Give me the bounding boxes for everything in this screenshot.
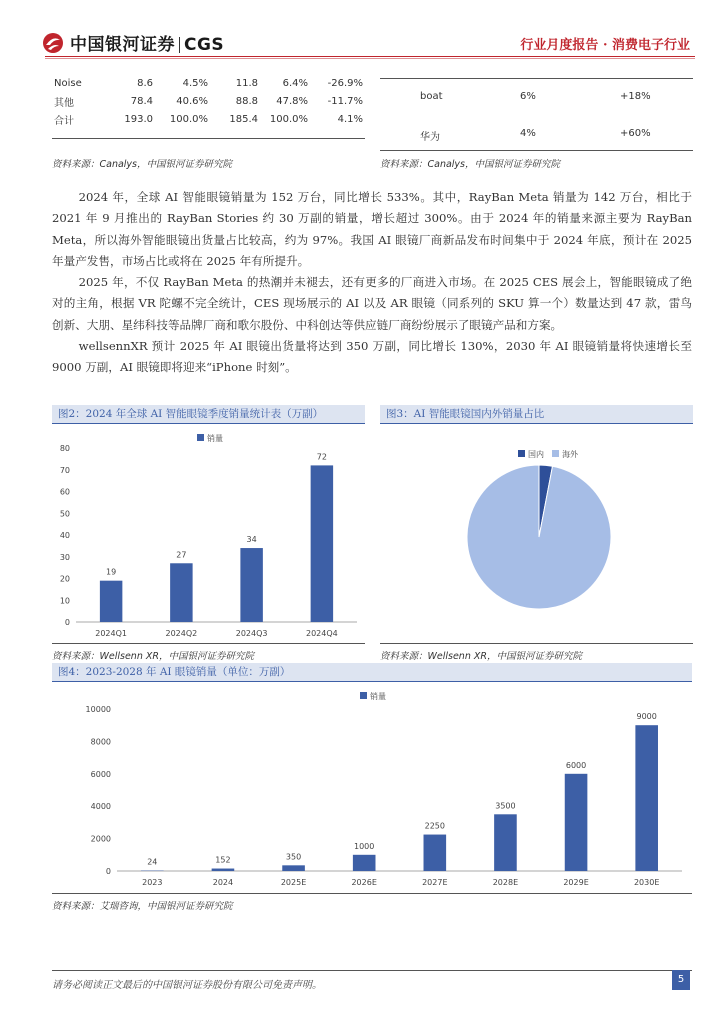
x-tick-label: 2023 bbox=[142, 878, 163, 887]
fig2-source: 资料来源：Wellsenn XR，中国银河证券研究院 bbox=[52, 651, 254, 662]
domestic-overseas-pie-chart bbox=[380, 428, 693, 640]
data-label: 9000 bbox=[636, 712, 657, 722]
fig2-title: 图2：2024 年全球 AI 智能眼镜季度销量统计表（万副） bbox=[52, 405, 365, 423]
market-share-table-right bbox=[380, 91, 693, 109]
x-tick-label: 2028E bbox=[492, 878, 519, 887]
data-label: 1000 bbox=[354, 841, 375, 851]
data-label: 6000 bbox=[565, 760, 587, 770]
y-tick-label: 50 bbox=[59, 509, 70, 519]
table-row: 合计 193.0 100.0% 185.4 100.0% 4.1% bbox=[54, 113, 363, 127]
bar bbox=[170, 563, 192, 622]
x-tick-label: 2024 bbox=[212, 878, 234, 887]
x-tick-label: 2029E bbox=[563, 878, 589, 887]
bar bbox=[100, 581, 122, 622]
bar bbox=[240, 548, 262, 622]
bar bbox=[635, 725, 658, 871]
data-label: 3500 bbox=[495, 801, 516, 811]
legend-swatch bbox=[518, 450, 525, 457]
x-tick-label: 2024Q1 bbox=[95, 629, 127, 638]
paragraph: wellsennXR 预计 2025 年 AI 眼镜出货量将达到 350 万副，同比增长 130%，2030 年 AI 眼镜销量将快速增长至 9000 万副，AI 眼镜即将迎来“iPhone 时刻”。 bbox=[52, 339, 692, 375]
fig4-title: 图4：2023-2028 年 AI 眼镜销量（单位：万副） bbox=[52, 663, 692, 681]
y-tick-label: 2000 bbox=[90, 834, 111, 844]
legend-label: 海外 bbox=[562, 450, 578, 459]
paragraph: 2024 年，全球 AI 智能眼镜销量为 152 万台，同比增长 533%。其中，RayBan Meta 销量为 142 万台，相比于 2021 年 9 月推出的 RayBan Stories 约 30 万副的销量，增长超过 300%。由于 2024 年的销量来源主要为 RayBan Meta，所以海外智能眼镜出货量占比较高，约为 97%。我国 AI 眼镜厂商新品发布时间集中于 2024 年底，预计在 2025 年量产发售，市场占比或将在 2025 年有所提升。 bbox=[52, 190, 692, 268]
legend bbox=[197, 433, 223, 443]
galaxy-logo-icon bbox=[42, 32, 64, 54]
bar bbox=[494, 814, 517, 871]
footer-divider bbox=[52, 970, 692, 971]
bar bbox=[424, 835, 447, 871]
paragraph: 2025 年，不仅 RayBan Meta 的热潮并未褪去，还有更多的厂商进入市场。在 2025 CES 展会上，智能眼镜成了绝对的主角，根据 VR 陀螺不完全统计，CES 现场展示的 AI 以及 AR 眼镜（同系列的 SKU 算一个）数量达到 47 款，雷鸟创新、大朋、星纬科技等品牌厂商和歌尔股份、中科创达等供应链厂商纷纷展示了眼镜产品和方案。 bbox=[52, 275, 692, 332]
x-tick-label: 2024Q4 bbox=[306, 629, 338, 638]
body-text bbox=[52, 187, 692, 379]
table-row: Noise 8.6 4.5% 11.8 6.4% -26.9% bbox=[54, 77, 363, 89]
x-tick-label: 2025E bbox=[280, 878, 307, 887]
y-tick-label: 10 bbox=[59, 596, 70, 606]
x-tick-label: 2024Q2 bbox=[165, 629, 198, 638]
y-tick-label: 4000 bbox=[90, 802, 111, 812]
data-label: 350 bbox=[285, 852, 302, 862]
bar bbox=[565, 774, 588, 871]
legend-label: 国内 bbox=[528, 450, 544, 459]
legend-label: 销量 bbox=[207, 434, 223, 443]
brand-name-en: CGS bbox=[184, 35, 225, 55]
y-tick-label: 6000 bbox=[90, 769, 111, 779]
x-tick-label: 2024Q3 bbox=[235, 629, 268, 638]
data-label: 2250 bbox=[424, 821, 445, 831]
bar bbox=[311, 465, 333, 622]
quarterly-sales-bar-chart bbox=[52, 428, 365, 640]
legend-swatch bbox=[360, 692, 367, 699]
y-tick-label: 8000 bbox=[90, 737, 111, 747]
y-tick-label: 0 bbox=[105, 867, 111, 876]
table-row: boat 6% +18% bbox=[420, 91, 651, 102]
pie-slice bbox=[467, 465, 611, 609]
data-label: 34 bbox=[246, 535, 257, 545]
fig3-title: 图3：AI 智能眼镜国内外销量占比 bbox=[380, 405, 693, 423]
brand-logo bbox=[42, 30, 224, 55]
data-label: 19 bbox=[106, 567, 117, 577]
fig3-source: 资料来源：Wellsenn XR，中国银河证券研究院 bbox=[380, 651, 582, 662]
page-number: 5 bbox=[672, 970, 690, 990]
table-left-source: 资料来源：Canalys，中国银河证券研究院 bbox=[52, 159, 233, 170]
legend-swatch bbox=[552, 450, 559, 457]
legend bbox=[518, 449, 579, 459]
legend-label: 销量 bbox=[370, 692, 386, 701]
data-label: 24 bbox=[147, 857, 158, 867]
data-label: 152 bbox=[215, 855, 231, 865]
y-tick-label: 40 bbox=[59, 531, 70, 540]
y-tick-label: 80 bbox=[59, 444, 70, 453]
bar bbox=[212, 869, 235, 871]
market-share-table-left bbox=[52, 74, 365, 128]
data-label: 72 bbox=[316, 452, 327, 462]
y-tick-label: 60 bbox=[59, 487, 70, 497]
y-tick-label: 30 bbox=[59, 552, 70, 562]
x-tick-label: 2026E bbox=[351, 878, 377, 887]
header-divider bbox=[45, 56, 695, 57]
legend bbox=[360, 691, 386, 701]
y-tick-label: 20 bbox=[59, 574, 70, 584]
data-label: 27 bbox=[176, 550, 187, 560]
table-row: 其他 78.4 40.6% 88.8 47.8% -11.7% bbox=[54, 95, 363, 109]
table-row: 华为 4% +60% bbox=[420, 128, 651, 143]
y-tick-label: 0 bbox=[64, 618, 70, 627]
brand-name-cn: 中国银河证券 bbox=[70, 35, 175, 55]
bar bbox=[282, 865, 305, 871]
table-right-source: 资料来源：Canalys，中国银河证券研究院 bbox=[380, 159, 561, 170]
x-tick-label: 2027E bbox=[422, 878, 448, 887]
legend-swatch bbox=[197, 434, 204, 441]
y-tick-label: 10000 bbox=[85, 705, 111, 714]
report-title: 行业月度报告 · 消费电子行业 bbox=[520, 38, 690, 53]
annual-sales-bar-chart bbox=[52, 686, 692, 892]
x-tick-label: 2030E bbox=[633, 878, 660, 887]
footer-disclaimer: 请务必阅读正文最后的中国银河证券股份有限公司免责声明。 bbox=[52, 980, 322, 991]
y-tick-label: 70 bbox=[59, 465, 70, 475]
fig4-source: 资料来源：艾瑞咨询，中国银河证券研究院 bbox=[52, 901, 233, 912]
bar bbox=[353, 855, 376, 871]
